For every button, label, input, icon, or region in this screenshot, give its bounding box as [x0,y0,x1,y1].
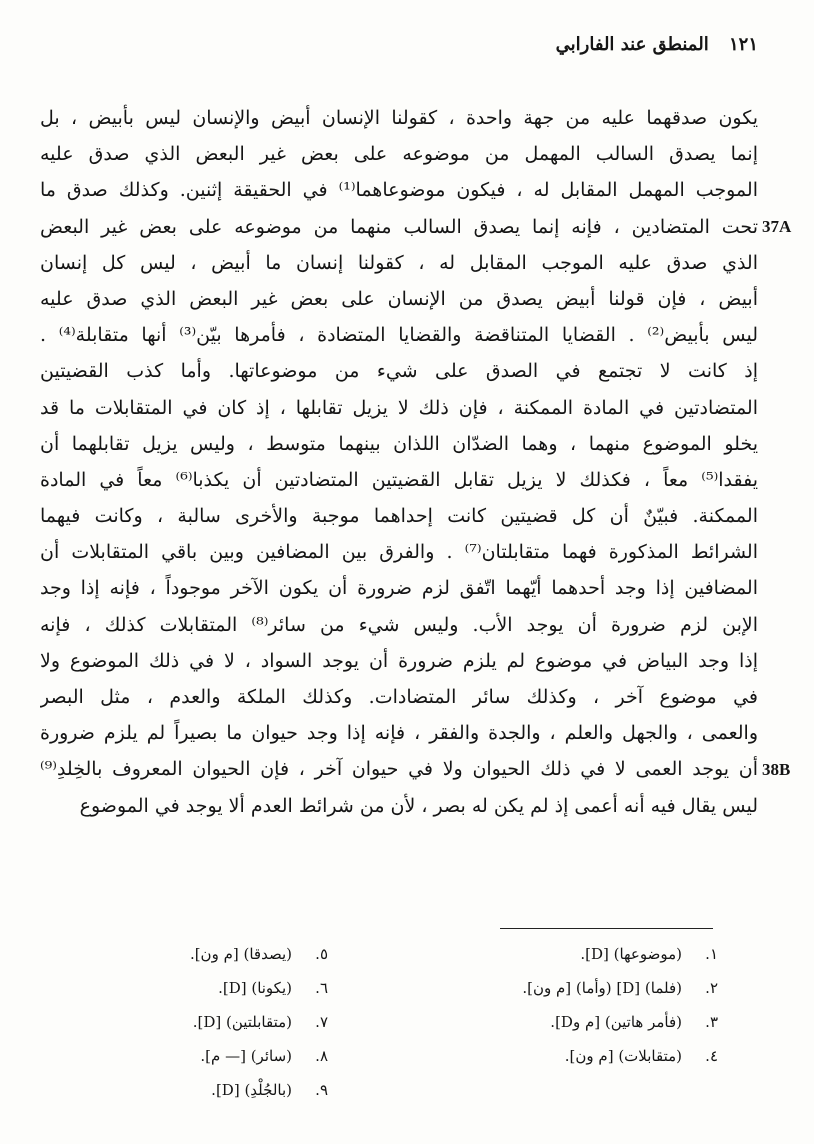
margin-note: 38B [762,760,791,779]
footnote: ٣.(فأمر هاتين) [م وD]. [550,1013,718,1031]
text-line: الممكنة. فبيّنٌ أن كل قضيتين كانت إحداهما موجبة والأخرى سالبة ، وكانت فيهما [40,505,758,528]
text-line: تحت المتضادين ، فإنه إنما يصدق السالب منهما من موضوعه على بعض غير البعض [40,215,758,238]
text-line: إنما يصدق السالب المهمل من موضوعه على بعض غير البعض الذي صدق عليه [40,143,758,166]
footnote: ٥.(يصدقا) [م ون]. [189,945,328,963]
text-line: أن يوجد العمى لا في ذلك الحيوان ولا في حيوان آخر ، فإن الحيوان المعروف بالخِلدِ⁽⁹⁾ [40,758,758,781]
text-line: يكون صدقهما عليه من جهة واحدة ، كقولنا الإنسان أبيض والإنسان ليس بأبيض ، بل [40,107,758,129]
text-line: يفقدا⁽⁵⁾ معاً ، فكذلك لا يزيل تقابل القضيتين المتضادتين أن يكذبا⁽⁶⁾ معاً في المادة [40,468,758,491]
text-line: الذي صدق عليه الموجب المقابل له ، كقولنا إنسان ما أبيض ، ليس كل إنسان [40,251,758,274]
footnotes-right-column [522,937,718,1073]
footnote: ٢.(فلما) [D] (وأما) [م ون]. [522,979,718,997]
text-line: المضافين إذا وجد أحدهما أيّهما اتّفق لزم ضرورة أن يكون الآخر موجوداً ، فإنه إذا وجد [40,577,758,600]
footnote: ٦.(يكونا) [D]. [218,979,328,997]
text-line: والعمى ، والجهل والعلم ، والجدة والفقر ، فإنه إذا وجد حيوان ما بصيراً لم يلزم ضرورة [40,722,758,745]
footnote: ٤.(متقابلات) [م ون]. [564,1047,718,1065]
footnote: ٩.(بالجُلْدِ) [D]. [211,1081,328,1099]
text-line: ليس يقال فيه أنه أعمى إذ لم يكن له بصر ، لأن من شرائط العدم ألا يوجد في الموضوع [79,794,758,817]
running-title: المنطق عند الفارابي [555,34,709,55]
footnotes-left-column [190,937,328,1107]
text-line: الإبن لزم ضرورة أن يوجد الأب. وليس شيء من سائر⁽⁸⁾ المتقابلات كذلك ، فإنه [40,613,758,636]
text-line: الشرائط المذكورة فهما متقابلتان⁽⁷⁾ . والفرق بين المضافين وبين باقي المتقابلات أن [40,541,758,564]
text-line: يخلو الموضوع منهما ، وهما الضدّان اللذان بينهما متوسط ، وليس يزيل تقابلهما أن [40,432,758,455]
running-header [40,34,758,55]
text-line: في موضوع آخر ، وكذلك سائر المتضادات. وكذلك الملكة والعدم ، مثل البصر [40,686,758,708]
margin-note: 37A [762,217,792,236]
text-line: إذا وجد البياض في موضوع لم يلزم ضرورة أن يوجد السواد ، لا في ذلك الموضوع ولا [40,649,758,672]
text-line: ليس بأبيض⁽²⁾ . القضايا المتناقضة والقضايا المتضادة ، فأمرها بيّن⁽³⁾ أنها متقابلة⁽⁴⁾ . [40,324,758,347]
body-text [40,100,758,824]
footnote: ٧.(متقابلتين) [D]. [192,1013,328,1031]
footnote: ٨.(سائر) [— م]. [200,1047,328,1065]
text-line: الموجب المهمل المقابل له ، فيكون موضوعاهما⁽¹⁾ في الحقيقة إثنين. وكذلك صدق ما [40,179,758,202]
page-number: ١٢١ [728,34,758,55]
footnote: ١.(موضوعها) [D]. [580,945,718,963]
text-line: إذ كانت لا تجتمع في الصدق على شيء من موضوعاتها. وأما كذب القضيتين [40,360,758,383]
text-line: المتضادتين في المادة الممكنة ، فإن ذلك لا يزيل تقابلها ، إذ كان في المتقابلات ما قد [40,396,758,419]
footnote-divider [500,928,713,929]
text-line: أبيض ، فإن قولنا أبيض يصدق من الإنسان على بعض غير البعض الذي صدق عليه [40,287,758,310]
